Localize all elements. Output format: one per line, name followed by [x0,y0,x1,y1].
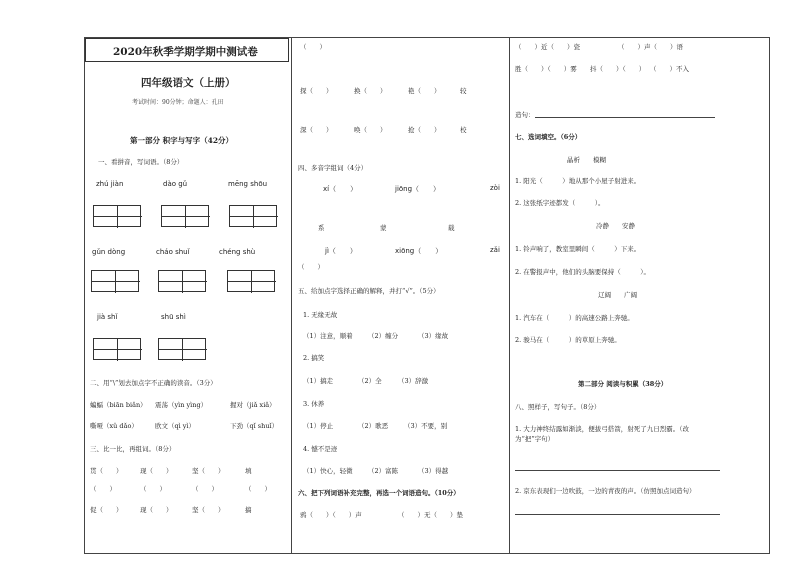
question-5: 五、给加点字选择正确的解释，并打“√”。（5分） [298,287,440,295]
q6-blank-2[interactable]: （ ）无（ ）垫 [398,511,463,519]
writing-grid-1[interactable] [93,205,141,227]
q5-1-opt-1[interactable]: （1）注意，顺着 [303,332,353,340]
poly-char-3: 载 [448,224,455,232]
col2-top-blank[interactable]: （ ） [300,43,326,51]
question-6: 六、把下列词语补充完整，再选一个词语造句。（10分） [298,489,460,497]
c2-r1-1: 探（ ） [300,87,333,95]
exam-frame [84,37,770,554]
q3-word-5: 促（ ） [90,506,123,514]
q5-1-opt-2[interactable]: （2）缠分 [368,332,399,340]
q7-sentence-5: 1. 汽车在（ ）的高速公路上奔驰。 [515,314,634,322]
poly-char-1: 系 [318,224,325,232]
pinyin-6: chéng shù [219,248,256,256]
q5-2-opt-3[interactable]: （3）辞激 [398,377,429,385]
part1-heading: 第一部分 积字与写字（42分） [130,136,234,145]
q5-1-opt-3[interactable]: （3）缘故 [418,332,449,340]
question-8: 八、照样子，写句子。（8分） [515,403,601,411]
q8-sentence-1: 1. 大力神终结露如渐淡，便拔弓搭箭，射死了九日烈霸。（改为“把”字句） [515,425,690,443]
c3-r2-2[interactable]: 抖（ ）（ ） [590,65,646,73]
q2-item-1: 蝙蝠（biān biǎn） [90,401,147,409]
c2-r2-2: 唤（ ） [354,126,387,134]
c2-r1-4: 较 [460,87,467,95]
c2-r2-1: 深（ ） [300,126,333,134]
q3-word-6: 现（ ） [140,506,173,514]
question-3: 三、比一比，再组词。（8分） [90,445,176,453]
c3-r2-3[interactable]: （ ）不入 [650,65,689,73]
q5-4-opt-1[interactable]: （1）快心，轻微 [303,467,353,475]
q7-sentence-1: 1. 阳光（ ）地从那个小屋子射进来。 [515,177,641,185]
q2-item-6: 下劲（qǐ shuǐ） [230,422,279,430]
poly-1: xí（ ） [323,185,358,193]
pinyin-3: mēng shōu [228,180,268,188]
q5-2-opt-1[interactable]: （1）搞走 [303,377,334,385]
q5-4-opt-3[interactable]: （3）得越 [418,467,449,475]
q2-item-5: 欧文（qì yì） [155,422,196,430]
q3-word-4: 填 [245,467,252,475]
q8-sentence-2: 2. 京东表现们一边吹鼓，一边的青夜的声。（仿照加点词造句） [515,487,696,495]
writing-grid-4[interactable] [91,270,139,292]
exam-subtitle: 四年级语文（上册） [141,77,236,89]
q5-item-4: 4. 憾不是迹 [303,445,338,453]
q5-3-opt-3[interactable]: （3）不要，别 [404,422,448,430]
pinyin-8: shū shì [161,313,186,321]
c2-r2-3: 抢（ ） [408,126,441,134]
c3-r2-1[interactable]: 胜（ ）（ ）雾 [515,65,577,73]
q3-blank-1[interactable]: （ ） [90,485,116,493]
column-divider-1 [291,37,292,554]
question-4: 四、多音字组词（4分） [298,164,368,172]
word-pair-3: 辽阔 广阔 [598,291,637,299]
q3-word-2: 现（ ） [140,467,173,475]
exam-info: 考试时间：90分钟；命题人：孔田 [132,99,224,106]
pinyin-4: gǔn dòng [92,248,126,256]
writing-grid-6[interactable] [227,270,275,292]
q5-3-opt-2[interactable]: （2）歌恶 [358,422,389,430]
q3-word-8: 搞 [245,506,252,514]
answer-line-1[interactable] [515,470,720,471]
c2-r2-4: 校 [460,126,467,134]
writing-grid-7[interactable] [93,338,141,360]
poly-blank[interactable]: （ ） [298,263,324,271]
question-7: 七、选词填空。（6分） [515,133,582,141]
poly-char-2: 蒙 [380,224,387,232]
poly-6: zǎi [490,246,500,254]
q2-item-3: 握对（jiǎ xiǎ） [230,401,276,409]
q5-item-1: 1. 无缘无故 [303,311,338,319]
q5-3-opt-1[interactable]: （1）停止 [303,422,334,430]
poly-4: jì（ ） [325,247,357,255]
poly-5: xiōng（ ） [395,247,443,255]
q2-item-2: 震荡（yìn yìng） [155,401,208,409]
writing-grid-3[interactable] [229,205,277,227]
q7-sentence-4: 2. 在警报声中，他们的头脑要保持（ ）。 [515,268,651,276]
zaoju-line[interactable] [535,117,715,118]
q3-word-1: 贯（ ） [90,467,123,475]
poly-3: zòi [490,184,500,192]
pinyin-5: cháo shuǐ [156,248,190,256]
writing-grid-5[interactable] [158,270,206,292]
q5-item-2: 2. 搞笑 [303,354,325,362]
pinyin-7: jià shǐ [97,313,118,321]
q3-blank-2[interactable]: （ ） [140,485,166,493]
q3-blank-3[interactable]: （ ） [192,485,218,493]
q5-2-opt-2[interactable]: （2）全 [358,377,382,385]
q5-item-3: 3. 休养 [303,400,325,408]
exam-title: 2020年秋季学期学期中测试卷 [113,46,258,58]
poly-2: jiōng（ ） [395,185,441,193]
q3-word-3: 坚（ ） [192,467,225,475]
q7-sentence-6: 2. 骏马在（ ）的草原上奔驰。 [515,336,621,344]
c2-r1-3: 艳（ ） [408,87,441,95]
pinyin-2: dào gǔ [163,180,188,188]
q3-blank-4[interactable]: （ ） [245,485,271,493]
q6-blank-1[interactable]: 鸦（ ）（ ）声 [300,511,362,519]
word-pair-2: 冷静 安静 [596,222,635,230]
writing-grid-2[interactable] [161,205,209,227]
c2-r1-2: 换（ ） [354,87,387,95]
q3-word-7: 坚（ ） [192,506,225,514]
column-divider-2 [509,37,510,554]
c3-r1-1[interactable]: （ ）近（ ）瓷 [515,43,580,51]
q2-item-4: 嘶哑（xǔ dǎo） [90,422,138,430]
c3-r1-2[interactable]: （ ）声（ ）语 [618,43,683,51]
part2-heading: 第二部分 阅读与积累（38分） [578,380,668,388]
pinyin-1: zhú jiàn [96,180,124,188]
q7-sentence-3: 1. 铃声响了，教室里瞬间（ ）下来。 [515,245,641,253]
writing-grid-8[interactable] [158,338,206,360]
word-pair-1: 晶析 模糊 [567,156,606,164]
question-2: 二、用“\”划去加点字不正确的读音。（3分） [90,379,217,387]
q5-4-opt-2[interactable]: （2）富陈 [368,467,399,475]
q7-sentence-2: 2. 这张纸字迹都发（ ）。 [515,199,605,207]
question-1: 一、看拼音，写词语。（8分） [98,158,184,166]
zaoju-label: 造句： [515,111,535,119]
answer-line-2[interactable] [515,514,720,515]
